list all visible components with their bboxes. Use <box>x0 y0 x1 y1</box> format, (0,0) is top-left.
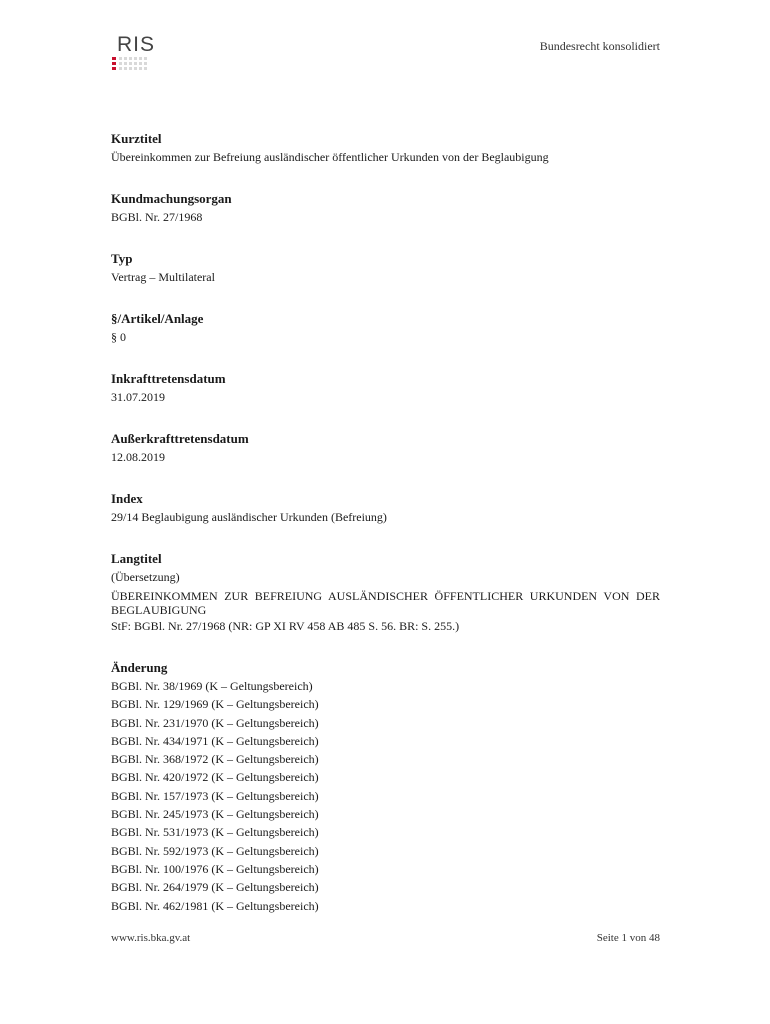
logo-text: RIS <box>117 33 156 56</box>
section-ausserkrafttretensdatum <box>111 430 660 466</box>
section-index <box>111 490 660 526</box>
langtitel-stf: StF: BGBl. Nr. 27/1968 (NR: GP XI RV 458 AB 485 S. 56. BR: S. 255.) <box>111 619 460 633</box>
section-artikel <box>111 310 660 346</box>
section-value: 31.07.2019 <box>111 390 165 404</box>
amendment-item: BGBl. Nr. 129/1969 (K – Geltungsbereich) <box>111 697 319 712</box>
amendment-item: BGBl. Nr. 157/1973 (K – Geltungsbereich) <box>111 788 319 803</box>
amendment-item: BGBl. Nr. 531/1973 (K – Geltungsbereich) <box>111 825 319 840</box>
section-value: § 0 <box>111 330 126 344</box>
amendment-item: BGBl. Nr. 462/1981 (K – Geltungsbereich) <box>111 898 319 913</box>
section-aenderung <box>111 659 660 915</box>
section-heading: Langtitel <box>111 551 162 566</box>
amendment-item: BGBl. Nr. 264/1979 (K – Geltungsbereich) <box>111 880 319 895</box>
section-heading: Kurztitel <box>111 131 162 146</box>
section-kurztitel <box>111 130 660 166</box>
ris-logo <box>111 34 159 74</box>
section-value: Vertrag – Multilateral <box>111 270 215 284</box>
amendment-item: BGBl. Nr. 245/1973 (K – Geltungsbereich) <box>111 807 319 822</box>
amendment-item: BGBl. Nr. 38/1969 (K – Geltungsbereich) <box>111 679 313 693</box>
amendment-item: BGBl. Nr. 368/1972 (K – Geltungsbereich) <box>111 752 319 767</box>
section-heading: Index <box>111 491 143 506</box>
section-heading: Außerkrafttretensdatum <box>111 431 249 446</box>
section-inkrafttretensdatum <box>111 370 660 406</box>
header-label: Bundesrecht konsolidiert <box>539 39 660 53</box>
section-value: BGBl. Nr. 27/1968 <box>111 210 203 224</box>
langtitel-title: ÜBEREINKOMMEN ZUR BEFREIUNG AUSLÄNDISCHER ÖFFENTLICHER URKUNDEN VON DER BEGLAUBIGUNG <box>111 589 660 617</box>
page-number: Seite 1 von 48 <box>596 932 660 944</box>
amendment-item: BGBl. Nr. 420/1972 (K – Geltungsbereich) <box>111 770 319 785</box>
section-kundmachungsorgan <box>111 190 660 226</box>
section-value: Übereinkommen zur Befreiung ausländischer öffentlicher Urkunden von der Beglaubigung <box>111 150 549 164</box>
section-value: 12.08.2019 <box>111 450 165 464</box>
section-heading: Inkrafttretensdatum <box>111 371 226 386</box>
amendment-item: BGBl. Nr. 592/1973 (K – Geltungsbereich) <box>111 843 319 858</box>
section-value: 29/14 Beglaubigung ausländischer Urkunden (Befreiung) <box>111 510 387 524</box>
langtitel-translation-note: (Übersetzung) <box>111 570 180 584</box>
amendment-item: BGBl. Nr. 434/1971 (K – Geltungsbereich) <box>111 733 319 748</box>
logo-dots-icon <box>111 56 159 72</box>
footer-link[interactable]: www.ris.bka.gv.at <box>111 932 191 944</box>
amendment-item: BGBl. Nr. 100/1976 (K – Geltungsbereich) <box>111 861 319 876</box>
section-langtitel <box>111 550 660 635</box>
section-heading: Änderung <box>111 660 168 675</box>
section-typ <box>111 250 660 286</box>
document-body <box>111 130 660 939</box>
section-heading: §/Artikel/Anlage <box>111 311 204 326</box>
amendment-item: BGBl. Nr. 231/1970 (K – Geltungsbereich) <box>111 715 319 730</box>
section-heading: Typ <box>111 251 133 266</box>
section-heading: Kundmachungsorgan <box>111 191 232 206</box>
